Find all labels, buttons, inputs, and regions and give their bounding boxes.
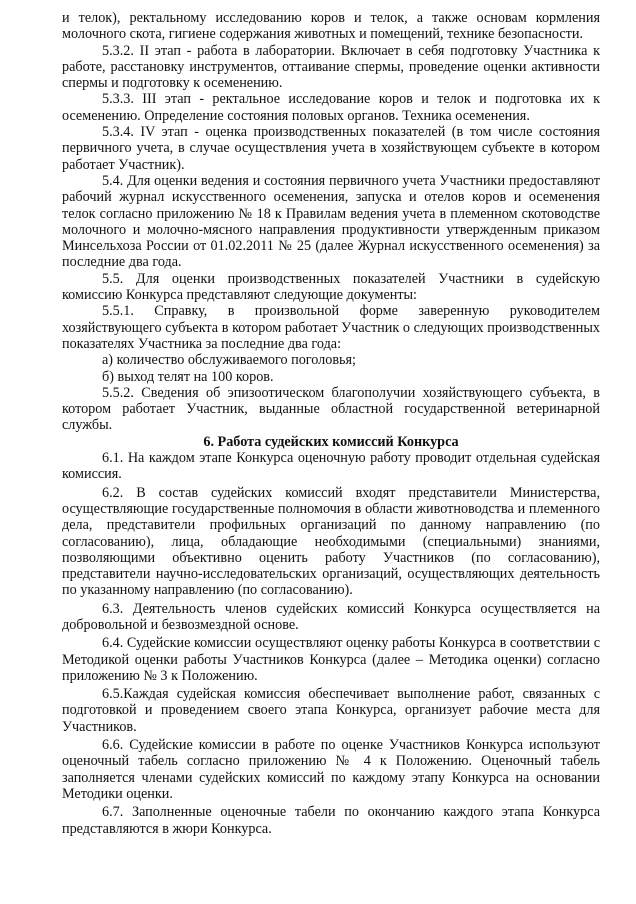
paragraph-6-3: 6.3. Деятельность членов судейских комиссий Конкурса осуществляется на добровольной и безвозмездной основе.	[62, 600, 600, 633]
paragraph-6-6: 6.6. Судейские комиссии в работе по оценке Участников Конкурса используют оценочный табель согласно приложению № 4 к Положению. Оценочный табель заполняется членами судейских комиссий по каждому этапу Конкурса на основании Методики оценки.	[62, 737, 600, 802]
paragraph-6-4: 6.4. Судейские комиссии осуществляют оценку работы Конкурса в соответствии с Методикой оценки работы Участников Конкурса (далее – Методика оценки) согласно приложению № 3 к Положению.	[62, 635, 600, 684]
paragraph-6-1: 6.1. На каждом этапе Конкурса оценочную работу проводит отдельная судейская комиссия.	[62, 450, 600, 483]
paragraph-6-7: 6.7. Заполненные оценочные табели по окончанию каждого этапа Конкурса представляются в жюри Конкурса.	[62, 804, 600, 837]
paragraph-5-4: 5.4. Для оценки ведения и состояния первичного учета Участники предоставляют рабочий журнал искусственного осеменения, запуска и отелов коров и осеменения телок согласно приложению № 18 к Правилам ведения учета в племенном скотоводстве молочного и молочно-мясного направления продуктивности утвержденным приказом Минсельхоза России от 01.02.2011 № 25 (далее Журнал искусственного осеменения) за последние два года.	[62, 172, 600, 271]
paragraph-intro: и телок), ректальному исследованию коров и телок, а также основам кормления молочного скота, гигиене содержания животных и помещений, технике безопасности.	[62, 10, 600, 43]
paragraph-5-5-1-first-line: 5.5.1. Справку, в произвольной форме заверенную руководителем	[102, 303, 600, 320]
paragraph-5-3-2: 5.3.2. II этап - работа в лаборатории. Включает в себя подготовку Участника к работе, расстановку инструментов, оттаивание спермы, проведение оценки активности спермы и подготовку к осеменению.	[62, 42, 600, 92]
paragraph-5-5-2: 5.5.2. Сведения об эпизоотическом благополучии хозяйствующего субъекта, в котором работает Участник, выданные областной государственной ветеринарной службы.	[62, 384, 600, 434]
paragraph-5-5-1-rest: хозяйствующего субъекта в котором работает Участник о следующих производственных показателях Участника за последние два года:	[62, 319, 600, 352]
paragraph-5-3-3: 5.3.3. III этап - ректальное исследование коров и телок и подготовка их к осеменению. Определение состояния половых органов. Техника осеменения.	[62, 91, 600, 124]
list-item-b: б) выход телят на 100 коров.	[102, 368, 274, 385]
paragraph-5-3-4: 5.3.4. IV этап - оценка производственных показателей (в том числе состояния первичного учета, в случае осуществления учета в хозяйствующем субъекте в котором работает Участник).	[62, 124, 600, 173]
document-page	[62, 10, 600, 837]
section-6-heading: 6. Работа судейских комиссий Конкурса	[203, 433, 459, 450]
list-item-a: а) количество обслуживаемого поголовья;	[102, 352, 356, 369]
paragraph-6-5: 6.5.Каждая судейская комиссия обеспечивает выполнение работ, связанных с подготовкой и проведением своего этапа Конкурса, организует рабочие места для Участников.	[62, 686, 600, 735]
paragraph-6-2: 6.2. В состав судейских комиссий входят представители Министерства, осуществляющие государственные полномочия в области животноводства и племенного дела, представители профильных организаций по данному направлению (по согласованию), лица, обладающие необходимыми (специальными) знаниями, позволяющими объективно оценить работу Участников (по согласованию), представители научно-исследовательских организаций, осуществляющих деятельность по указанному направлению (по согласованию).	[62, 484, 600, 599]
paragraph-5-5: 5.5. Для оценки производственных показателей Участники в судейскую комиссию Конкурса представляют следующие документы:	[62, 270, 600, 304]
